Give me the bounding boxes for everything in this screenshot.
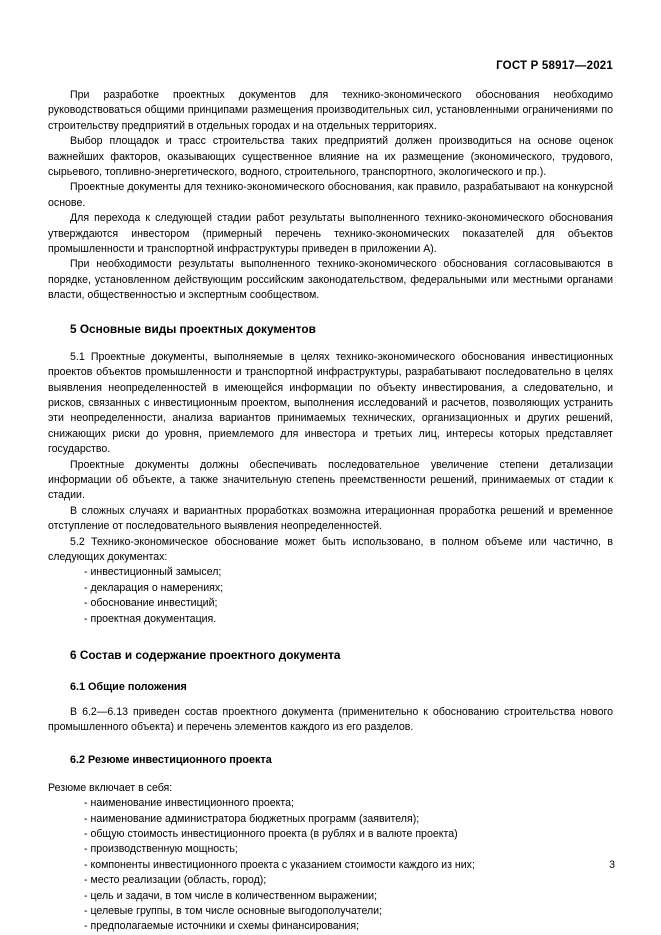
list-item: - место реализации (область, город); — [84, 874, 267, 887]
section-5-paragraph-4: 5.2 Технико-экономическое обоснование может быть использовано, в полном объеме или частично, в следующих документах: — [48, 535, 613, 563]
spacer — [48, 337, 613, 350]
list-item: - проектная документация. — [84, 612, 217, 625]
list-item: - производственную мощность; — [84, 843, 238, 856]
spacer — [48, 736, 613, 753]
section-5-document-list — [48, 565, 613, 627]
list-item: - наименование администратора бюджетных программ (заявителя); — [84, 812, 420, 825]
section-6-heading: 6 Состав и содержание проектного документа — [70, 648, 341, 662]
page-content — [48, 88, 613, 935]
list-item: - предполагаемые источники и схемы финансирования; — [84, 920, 360, 933]
section-6-1-heading: 6.1 Общие положения — [70, 681, 187, 693]
section-5-paragraph-3: В сложных случаях и вариантных проработках возможна итерационная проработка решений и временное отступление от последовательного выявления неопределенностей. — [48, 504, 613, 533]
section-6-2-lead: Резюме включает в себя: — [48, 781, 173, 794]
list-item: - декларация о намерениях; — [84, 581, 224, 594]
intro-paragraph-5: При необходимости результаты выполненного технико-экономического обоснования согласовываются в порядке, установленном действующим российским законодательством, федеральными или местными органами власти, общественностью и экспертным сообществом. — [48, 258, 613, 302]
section-6-2-resume-list — [48, 796, 613, 935]
list-item: - обоснование инвестиций; — [84, 597, 218, 610]
list-item: - компоненты инвестиционного проекта с указанием стоимости каждого из них; — [84, 858, 475, 871]
spacer — [48, 663, 613, 680]
section-5-paragraph-1: 5.1 Проектные документы, выполняемые в целях технико-экономического обоснования инвестиционных проектов объектов промышленности и транспортной инфраструктуры, разрабатывают последовательно в целях выявления неопределенностей в имеющейся информации по объекту инвестирования, а следовательно, и рисков, связанных с инвестиционным проектом, выполнения исследований и расчетов, позволяющих устранить эти неопределенности, анализа вариантов принимаемых технических, организационных и других решений, снижающих риски до уровня, приемлемого для инвестора и третьих лиц, интересы которых представляет государство. — [48, 350, 613, 456]
intro-paragraph-4: Для перехода к следующей стадии работ результаты выполненного технико-экономического обоснования утверждаются инвестором (примерный перечень технико-экономических показателей для объектов промышленности и транспортной инфраструктуры приведен в приложении А). — [48, 212, 613, 256]
intro-paragraph-1: При разработке проектных документов для технико-экономического обоснования необходимо руководствоваться общими принципами размещения производительных сил, установленными ограничениями по строительству предприятий в отдельных городах и на отдельных территориях. — [48, 89, 613, 132]
section-6-2-heading: 6.2 Резюме инвестиционного проекта — [70, 753, 272, 766]
spacer — [48, 304, 613, 321]
section-6-1-paragraph: В 6.2—6.13 приведен состав проектного документа (применительно к обоснованию строительства нового промышленного объекта) и перечень элементов каждого из его разделов. — [48, 706, 613, 734]
spacer — [48, 768, 613, 781]
intro-paragraph-3: Проектные документы для технико-экономического обоснования, как правило, разрабатывают на конкурсной основе. — [48, 181, 613, 209]
page-header: ГОСТ Р 58917—2021 — [496, 60, 613, 72]
list-item: - целевые группы, в том числе основные выгодополучатели; — [84, 905, 383, 918]
section-5-heading: 5 Основные виды проектных документов — [70, 321, 316, 336]
section-5-paragraph-2: Проектные документы должны обеспечивать последовательное увеличение степени детализации информации об объекте, а также значительную степень преемственности решений, принимаемых от стадии к стадии. — [48, 458, 613, 502]
spacer — [48, 627, 613, 647]
list-item: - наименование инвестиционного проекта; — [84, 797, 294, 810]
list-item: - инвестиционный замысел; — [84, 566, 222, 579]
list-item: - цель и задачи, в том числе в количественном выражении; — [84, 889, 378, 902]
list-item: - общую стоимость инвестиционного проекта (в рублях и в валюте проекта) — [84, 828, 458, 841]
intro-paragraph-2: Выбор площадок и трасс строительства таких предприятий должен производиться на основе оценок важнейших факторов, оказывающих существенное влияние на их размещение (экономического, трудового, сырьевого, топливно-энергетического, водного, строительного, транспортного, экологического и пр.). — [48, 135, 613, 179]
page-number: 3 — [609, 859, 615, 871]
spacer — [48, 695, 613, 705]
